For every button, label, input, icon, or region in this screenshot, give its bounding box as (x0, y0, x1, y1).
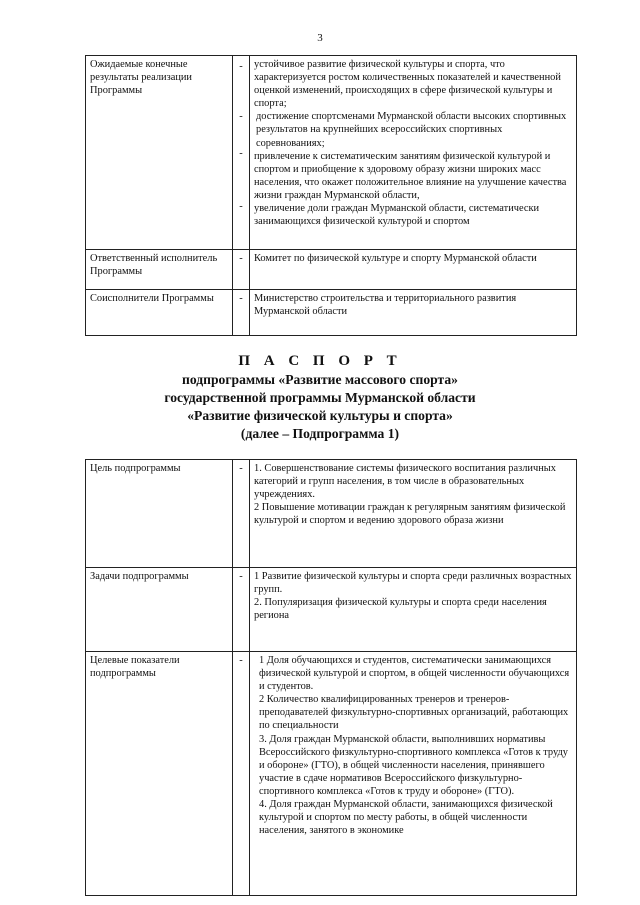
row-value (250, 568, 577, 652)
indicator-item: 4. Доля граждан Мурманской области, занимающихся физической культурой и спортом по месту работы, в общей численности населения, занятого в экономике (259, 799, 553, 837)
result-item: достижение спортсменами Мурманской области высоких спортивных результатов на крупнейших всероссийских спортивных соревнованиях; (256, 111, 567, 149)
dash-marker: - (239, 253, 243, 264)
dash-marker: - (239, 571, 243, 582)
dash-marker: - (239, 293, 243, 304)
dash-marker: - (239, 111, 243, 123)
result-item: увеличение доли граждан Мурманской области, систематически занимающихся физической культурой и спортом (254, 203, 540, 228)
page-number: 3 (317, 32, 323, 44)
indicator-item: 2 Количество квалифицированных тренеров и тренеров-преподавателей физкультурно-спортивных организаций, работающих по специальности (259, 694, 569, 732)
row-label: Ответственный исполнитель Программы (86, 250, 233, 290)
table-row (86, 290, 577, 336)
row-label: Цель подпрограммы (86, 460, 233, 568)
subprogram-passport-table (85, 459, 577, 896)
row-value: Министерство строительства и территориального развития Мурманской области (250, 290, 577, 336)
subprogram-title: подпрограммы «Развитие массового спорта» (182, 372, 458, 387)
row-label: Задачи подпрограммы (86, 568, 233, 652)
dash-marker: - (239, 61, 243, 72)
dash-marker: - (239, 148, 243, 160)
table-row (86, 250, 577, 290)
dash-marker: - (239, 201, 243, 213)
abbreviation-line: (далее – Подпрограмма 1) (240, 426, 400, 441)
table-row (86, 56, 577, 250)
dash-cell (233, 56, 250, 250)
row-label: Ожидаемые конечные результаты реализации Программы (86, 56, 233, 250)
row-value (250, 56, 577, 250)
row-value (250, 652, 577, 896)
program-summary-table (85, 55, 577, 336)
table-row (86, 460, 577, 568)
row-label: Соисполнители Программы (86, 290, 233, 336)
row-label: Целевые показатели подпрограммы (86, 652, 233, 896)
passport-title: П А С П О Р Т (238, 353, 402, 369)
task-item: 1 Развитие физической культуры и спорта среди различных возрастных групп. (254, 571, 572, 596)
result-item: устойчивое развитие физической культуры и спорта, что характеризуется ростом количественных показателей и качественной оценкой изменений, происходящих в сфере физической культуры и спорта; (254, 59, 561, 110)
indicator-item: 1 Доля обучающихся и студентов, систематически занимающихся физической культурой и спортом, в общей численности обучающихся и студентов. (259, 655, 570, 693)
result-item: привлечение к систематическим занятиям физической культурой и спортом и приобщение к здоровому образу жизни широких масс населения, что окажет положительное влияние на улучшение качества жизни граждан Мурманской области, (254, 150, 567, 201)
dash-cell (233, 250, 250, 290)
goal-item: 1. Совершенствование системы физического воспитания различных категорий и групп населения, в том числе в образовательных учреждениях. (254, 463, 556, 501)
dash-marker: - (239, 463, 243, 474)
dash-marker: - (239, 655, 243, 666)
dash-cell (233, 652, 250, 896)
table-row (86, 652, 577, 896)
task-item: 2. Популяризация физической культуры и спорта среди населения региона (254, 597, 547, 622)
row-value: Комитет по физической культуре и спорту Мурманской области (250, 250, 577, 290)
dash-cell (233, 568, 250, 652)
goal-item: 2 Повышение мотивации граждан к регулярным занятиям физической культурой и спортом и ведению здорового образа жизни (254, 502, 566, 527)
dash-cell (233, 460, 250, 568)
row-value (250, 460, 577, 568)
state-program-line: государственной программы Мурманской области (164, 390, 476, 405)
dash-cell (233, 290, 250, 336)
indicator-item: 3. Доля граждан Мурманской области, выполнивших нормативы Всероссийского физкультурно-спортивного комплекса «Готов к труду и обороне» (ГТО), в общей численности населения, принявшего участие в сдаче нормативов Всероссийского физкультурно-спортивного комплекса «Готов к труду и обороне» (ГТО). (259, 733, 568, 797)
program-name-line: «Развитие физической культуры и спорта» (187, 408, 453, 423)
passport-heading (0, 352, 640, 443)
table-row (86, 568, 577, 652)
